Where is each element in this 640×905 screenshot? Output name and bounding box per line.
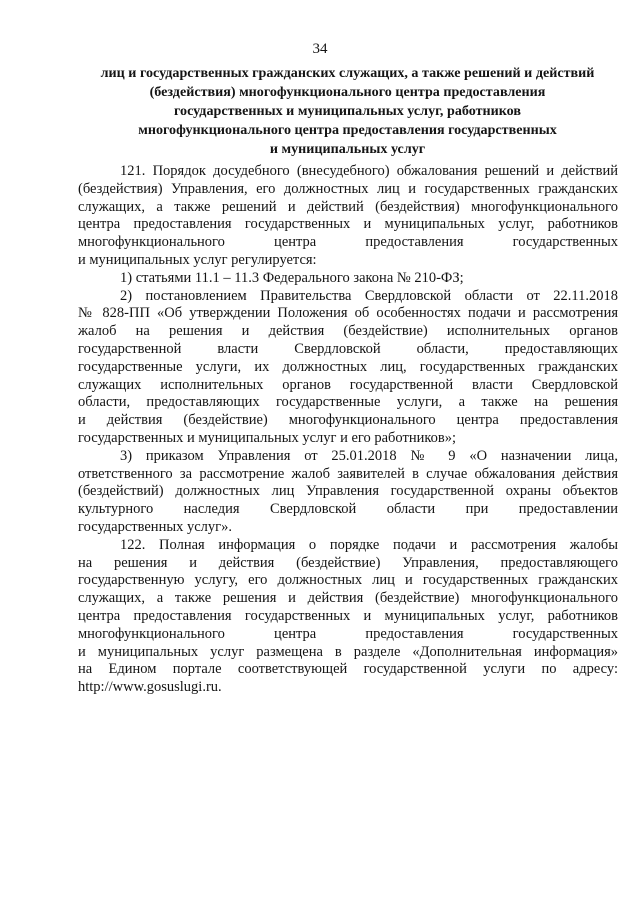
text-line: 122. Полная информация о порядке подачи и рассмотрения жалобы — [120, 536, 618, 553]
list-item-2 — [78, 288, 618, 448]
text-line: (бездействий) должностных лиц Управления государственной охраны объектов — [78, 483, 618, 500]
text-line: области, предоставляющих государственные услуги, а также на решения — [78, 394, 618, 411]
text-line: жалоб на решения и действия (бездействие) исполнительных органов — [78, 323, 618, 340]
text-line: государственной власти Свердловской области, предоставляющих — [78, 340, 618, 357]
text-line: и муниципальных услуг размещена в разделе «Дополнительная информация» — [78, 643, 618, 660]
heading-line: многофункционального центра предоставления государственных — [138, 122, 557, 138]
text-line: № 828-ПП «Об утверждении Положения об особенностях подачи и рассмотрения — [78, 305, 618, 322]
list-item-3 — [78, 448, 618, 537]
text-line: многофункционального центра предоставления государственных — [78, 625, 618, 642]
text-line: и муниципальных услуг регулируется: — [78, 251, 317, 268]
text-line: 3) приказом Управления от 25.01.2018 № 9 «О назначении лица, — [120, 447, 618, 464]
text-line: государственную услугу, его должностных лиц и государственных гражданских — [78, 572, 618, 589]
text-line: многофункционального центра предоставления государственных — [78, 234, 618, 251]
text-line: государственные услуги, их должностных лиц, государственных гражданских — [78, 358, 618, 375]
paragraph-122 — [78, 537, 618, 697]
text-line: центра предоставления государственных и муниципальных услуг, работников — [78, 216, 618, 233]
text-line: государственных и муниципальных услуг и его работников»; — [78, 429, 457, 446]
text-line: служащих, а также решения и действия (бездействие) многофункционального — [78, 590, 618, 607]
text-line: и действия (бездействие) многофункционального центра предоставления — [78, 412, 618, 429]
text-line: служащих, а также решений и действий (бездействия) многофункционального — [78, 198, 618, 215]
text-line: центра предоставления государственных и муниципальных услуг, работников — [78, 607, 618, 624]
heading-line: лиц и государственных гражданских служащих, а также решений и действий — [100, 65, 595, 81]
text-line: на Едином портале соответствующей государственной услуги по адресу: — [78, 661, 618, 678]
section-heading — [70, 64, 625, 159]
text-line: 2) постановлением Правительства Свердловской области от 22.11.2018 — [120, 287, 618, 304]
text-line: на решения и действия (бездействие) Управления, предоставляющего — [78, 554, 618, 571]
heading-line: и муниципальных услуг — [269, 141, 426, 157]
paragraph-121 — [78, 163, 618, 270]
text-line: ответственного за рассмотрение жалоб заявителей в случае обжалования действия — [78, 465, 618, 482]
page-number: 34 — [312, 41, 328, 57]
text-line: культурного наследия Свердловской области при предоставлении — [78, 501, 618, 518]
text-line: государственных услуг». — [78, 518, 232, 535]
list-item-1 — [78, 270, 618, 288]
text-line: 121. Порядок досудебного (внесудебного) обжалования решений и действий — [120, 163, 618, 179]
text-line: 1) статьями 11.1 – 11.3 Федерального закона № 210-ФЗ; — [120, 269, 464, 286]
text-line: (бездействия) Управления, его должностных лиц и государственных гражданских — [78, 180, 618, 197]
heading-line: государственных и муниципальных услуг, работников — [173, 103, 521, 119]
heading-line: (бездействия) многофункционального центра предоставления — [149, 84, 546, 100]
gosuslugi-url[interactable]: http://www.gosuslugi.ru. — [78, 679, 222, 696]
text-line: служащих исполнительных органов государственной власти Свердловской — [78, 376, 618, 393]
document-body — [78, 163, 618, 697]
